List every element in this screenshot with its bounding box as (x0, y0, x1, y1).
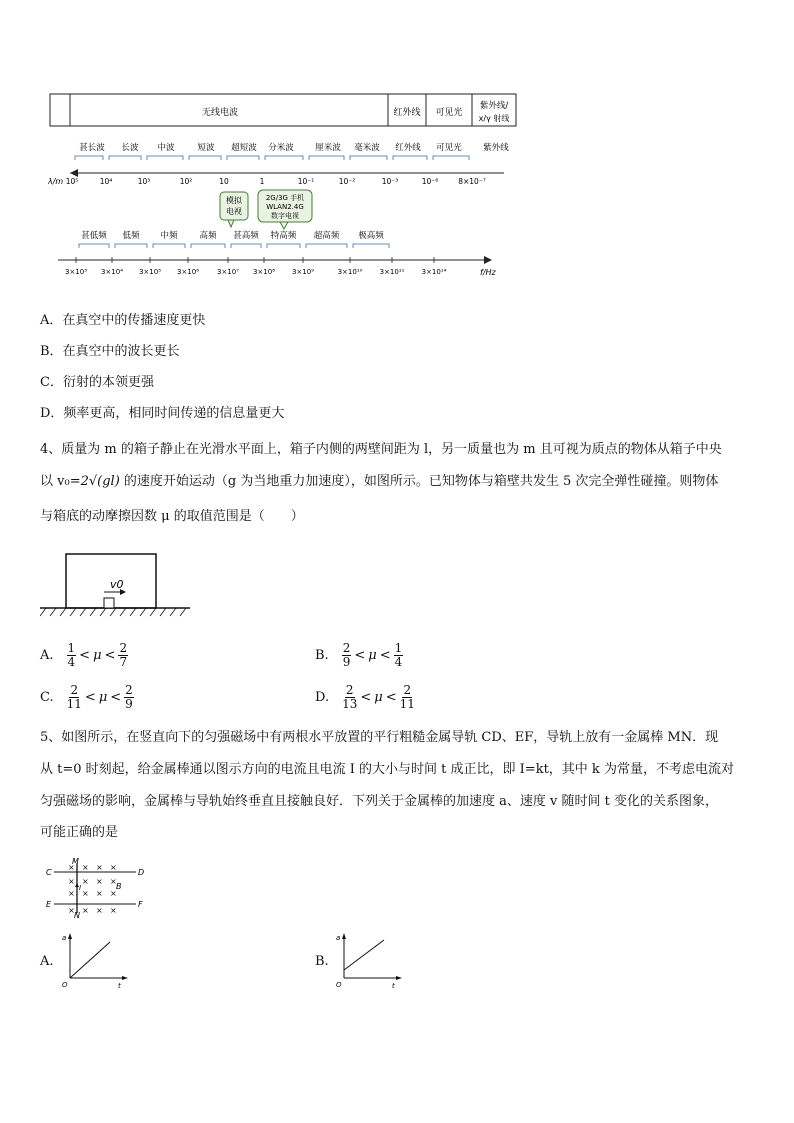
svg-text:×: × (82, 863, 89, 872)
wave-name-label: 毫米波 (354, 143, 380, 153)
svg-text:×: × (110, 877, 117, 886)
wave-name-label: 紫外线 (483, 143, 509, 153)
q4-option-d[interactable]: D. $\frac{2}{13}$ < μ < $\frac{2}{11}$ (315, 683, 415, 711)
wavelength-tick-label: 10⁴ (99, 177, 113, 186)
q5-rails-figure (44, 855, 154, 920)
frequency-name-label: 低频 (122, 231, 140, 241)
wave-name-label: 可见光 (436, 143, 462, 153)
wave-bracket (109, 156, 141, 160)
svg-text:电视: 电视 (226, 207, 242, 216)
frequency-tick-label: 3×10¹⁴ (421, 268, 447, 276)
q4-stem-line3: 与箱底的动摩擦因数 μ 的取值范围是（ ） (40, 509, 304, 524)
frequency-name-label: 甚低频 (81, 231, 107, 241)
q3-option-c[interactable]: C．衍射的本领更强 (40, 375, 154, 390)
svg-text:I: I (79, 884, 82, 892)
wavelength-tick-label: 10⁻² (338, 177, 356, 186)
q5-stem-line4: 可能正确的是 (40, 825, 119, 840)
frequency-bracket (115, 244, 147, 248)
frequency-tick-label: 3×10⁷ (216, 268, 240, 276)
frequency-tick-label: 3×10¹¹ (379, 268, 405, 276)
wave-bracket (227, 156, 259, 160)
q5-option-b-graph[interactable] (336, 930, 406, 990)
q4-option-b[interactable]: B. $\frac{2}{9}$ < μ < $\frac{1}{4}$ (315, 641, 403, 669)
svg-text:2G/3G 手机: 2G/3G 手机 (265, 194, 305, 202)
svg-text:E: E (46, 900, 52, 909)
svg-text:F: F (138, 900, 143, 909)
svg-text:×: × (68, 863, 75, 872)
frequency-tick-label: 3×10⁴ (100, 268, 124, 276)
q3-option-b[interactable]: B．在真空中的波长更长 (40, 344, 180, 359)
q4-velocity-formula: 2√(gl) (80, 474, 120, 489)
svg-text:×: × (68, 906, 75, 915)
frequency-bracket (153, 244, 185, 248)
frequency-tick-label: 3×10⁹ (291, 268, 315, 276)
svg-text:C: C (46, 868, 52, 877)
wave-name-label: 超短波 (231, 143, 257, 153)
svg-text:D: D (138, 868, 145, 877)
wavelength-ticks (66, 177, 486, 186)
band-uv: 紫外线/ (479, 101, 509, 111)
wave-name-label: 分米波 (268, 143, 294, 153)
frequency-bracket (353, 244, 389, 248)
wavelength-tick-label: 10⁵ (65, 177, 79, 186)
frequency-names-row (79, 230, 389, 248)
q4-option-c[interactable]: C. $\frac{2}{11}$ < μ < $\frac{2}{9}$ (40, 683, 133, 711)
frequency-bracket (231, 244, 261, 248)
svg-text:t: t (118, 982, 121, 990)
q4-stem-line1: 4、质量为 m 的箱子静止在光滑水平面上，箱子内侧的两壁间距为 l，另一质量也为 m 且可视为质点的物体从箱子中央 (40, 442, 722, 457)
wavelength-tick-label: 10⁻³ (381, 177, 399, 186)
svg-text:N: N (74, 911, 80, 920)
svg-text:×: × (82, 877, 89, 886)
wavelength-axis-label: λ/m (48, 177, 64, 186)
wave-bracket (189, 156, 221, 160)
q4-option-a[interactable]: A. $\frac{1}{4}$ < μ < $\frac{2}{7}$ (40, 641, 128, 669)
wave-bracket (75, 156, 103, 160)
svg-text:M: M (72, 857, 79, 866)
q5-stem-line2: 从 t=0 时刻起，给金属棒通以图示方向的电流且电流 I 的大小与时间 t 成正比，即 I=kt，其中 k 为常量，不考虑电流对 (40, 762, 734, 777)
wave-bracket (393, 156, 427, 160)
q3-option-a[interactable]: A．在真空中的传播速度更快 (40, 313, 206, 328)
frequency-tick-label: 3×10⁵ (138, 268, 162, 276)
frequency-bracket (306, 244, 347, 248)
wave-name-label: 长波 (121, 143, 139, 153)
wavelength-tick-label: 8×10⁻⁷ (458, 177, 486, 186)
svg-text:×: × (82, 889, 89, 898)
frequency-axis-label: f/Hz (480, 268, 496, 277)
wave-bracket (265, 156, 303, 160)
wavelength-tick-label: 10 (219, 177, 229, 186)
svg-text:×: × (68, 889, 75, 898)
wavelength-tick-label: 1 (259, 177, 265, 186)
frequency-bracket (267, 244, 300, 248)
svg-text:a: a (336, 934, 341, 942)
svg-text:a: a (62, 934, 67, 942)
wavelength-tick-label: 10⁻⁶ (421, 177, 439, 186)
frequency-bracket (79, 244, 109, 248)
svg-text:t: t (392, 982, 395, 990)
wave-name-label: 红外线 (395, 143, 421, 153)
q3-option-d[interactable]: D．频率更高，相同时间传递的信息量更大 (40, 406, 285, 421)
wave-name-label: 短波 (197, 143, 215, 153)
wavelength-tick-label: 10³ (137, 177, 151, 186)
svg-text:×: × (96, 863, 103, 872)
electromagnetic-spectrum-figure (48, 88, 518, 283)
frequency-name-label: 极高频 (358, 231, 384, 241)
svg-text:×: × (96, 889, 103, 898)
wave-bracket (433, 156, 469, 160)
callout-mobile (258, 190, 312, 229)
svg-text:B: B (116, 882, 122, 891)
frequency-bracket (191, 244, 225, 248)
q5-stem-line3: 匀强磁场的影响，金属棒与导轨始终垂直且接触良好．下列关于金属棒的加速度 a、速度 v 随时间 t 变化的关系图象， (40, 794, 718, 809)
band-visible: 可见光 (435, 108, 463, 118)
wavelength-tick-label: 10² (179, 177, 193, 186)
svg-text:×: × (68, 877, 75, 886)
svg-text:×: × (110, 863, 117, 872)
wave-name-label: 中波 (157, 143, 175, 153)
frequency-name-label: 特高频 (270, 231, 297, 241)
frequency-name-label: 甚高频 (233, 231, 259, 241)
q4-v0-label: v0 (110, 578, 124, 591)
q5-option-a-letter[interactable]: A. (40, 954, 54, 969)
wave-name-label: 甚长波 (79, 143, 105, 153)
wave-names-row (75, 142, 509, 160)
q5-option-a-graph[interactable] (62, 930, 132, 990)
wave-bracket (309, 156, 344, 160)
frequency-name-label: 中频 (160, 231, 178, 241)
svg-text:模拟: 模拟 (226, 196, 242, 205)
frequency-tick-label: 3×10⁸ (252, 268, 276, 276)
svg-text:×: × (96, 906, 103, 915)
q5-option-b-letter[interactable]: B. (315, 954, 329, 969)
svg-text:×: × (96, 877, 103, 886)
wave-bracket (147, 156, 183, 160)
wave-name-label: 厘米波 (315, 143, 341, 153)
svg-text:×: × (82, 906, 89, 915)
frequency-name-label: 高频 (199, 231, 217, 241)
q5-stem-line1: 5、如图所示，在竖直向下的匀强磁场中有两根水平放置的平行粗糙金属导轨 CD、EF，导轨上放有一金属棒 MN．现 (40, 730, 719, 745)
callout-analog-tv (220, 192, 248, 227)
wavelength-tick-label: 10⁻¹ (297, 177, 315, 186)
svg-text:×: × (110, 906, 117, 915)
svg-text:O: O (62, 981, 68, 989)
svg-text:数字电视: 数字电视 (271, 212, 299, 220)
svg-text:O: O (336, 981, 342, 989)
wave-bracket (350, 156, 387, 160)
band-radio: 无线电波 (201, 108, 239, 118)
q4-box-figure (40, 550, 195, 622)
band-xray: x/γ 射线 (478, 114, 510, 123)
frequency-tick-label: 3×10³ (64, 268, 88, 276)
frequency-tick-label: 3×10⁶ (176, 268, 200, 276)
svg-text:WLAN2.4G: WLAN2.4G (266, 203, 304, 211)
frequency-tick-label: 3×10¹⁰ (337, 268, 363, 276)
band-infrared: 红外线 (393, 108, 421, 118)
svg-text:×: × (110, 889, 117, 898)
q4-stem-line2: 以 v₀=2√(gl) 的速度开始运动（g 为当地重力加速度），如图所示。已知物体与箱壁共发生 5 次完全弹性碰撞。则物体 (40, 474, 719, 489)
frequency-name-label: 超高频 (313, 231, 340, 241)
